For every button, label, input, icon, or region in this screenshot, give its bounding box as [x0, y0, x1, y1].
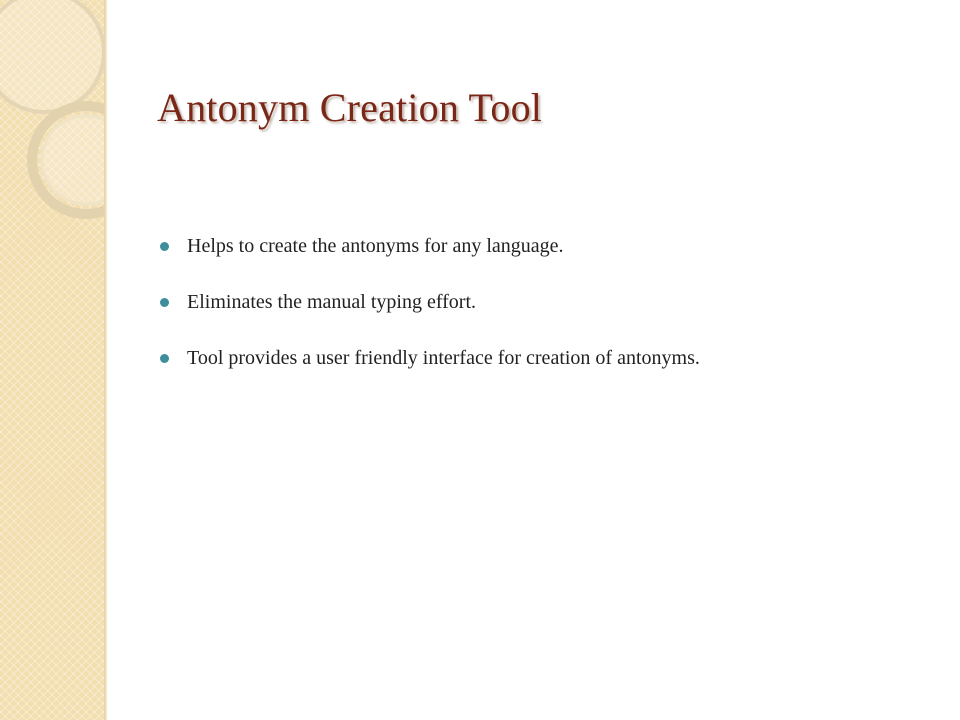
bullet-item — [160, 232, 700, 260]
side-band-texture — [0, 0, 104, 720]
bullet-text: Eliminates the manual typing effort. — [187, 291, 477, 313]
bullet-dot-icon — [160, 298, 169, 307]
side-band-edge — [104, 0, 107, 720]
bullet-text: Tool provides a user friendly interface for creation of antonyms. — [187, 347, 700, 369]
bullet-item — [160, 288, 700, 316]
concentric-rings-decoration — [0, 0, 104, 260]
bullet-item — [160, 344, 700, 372]
slide-title: Antonym Creation Tool — [157, 85, 543, 130]
bullet-list — [160, 232, 700, 400]
lower-ring-inner — [42, 116, 104, 204]
bullet-dot-icon — [160, 242, 169, 251]
bullet-text: Helps to create the antonyms for any language. — [187, 235, 564, 257]
bullet-dot-icon — [160, 354, 169, 363]
